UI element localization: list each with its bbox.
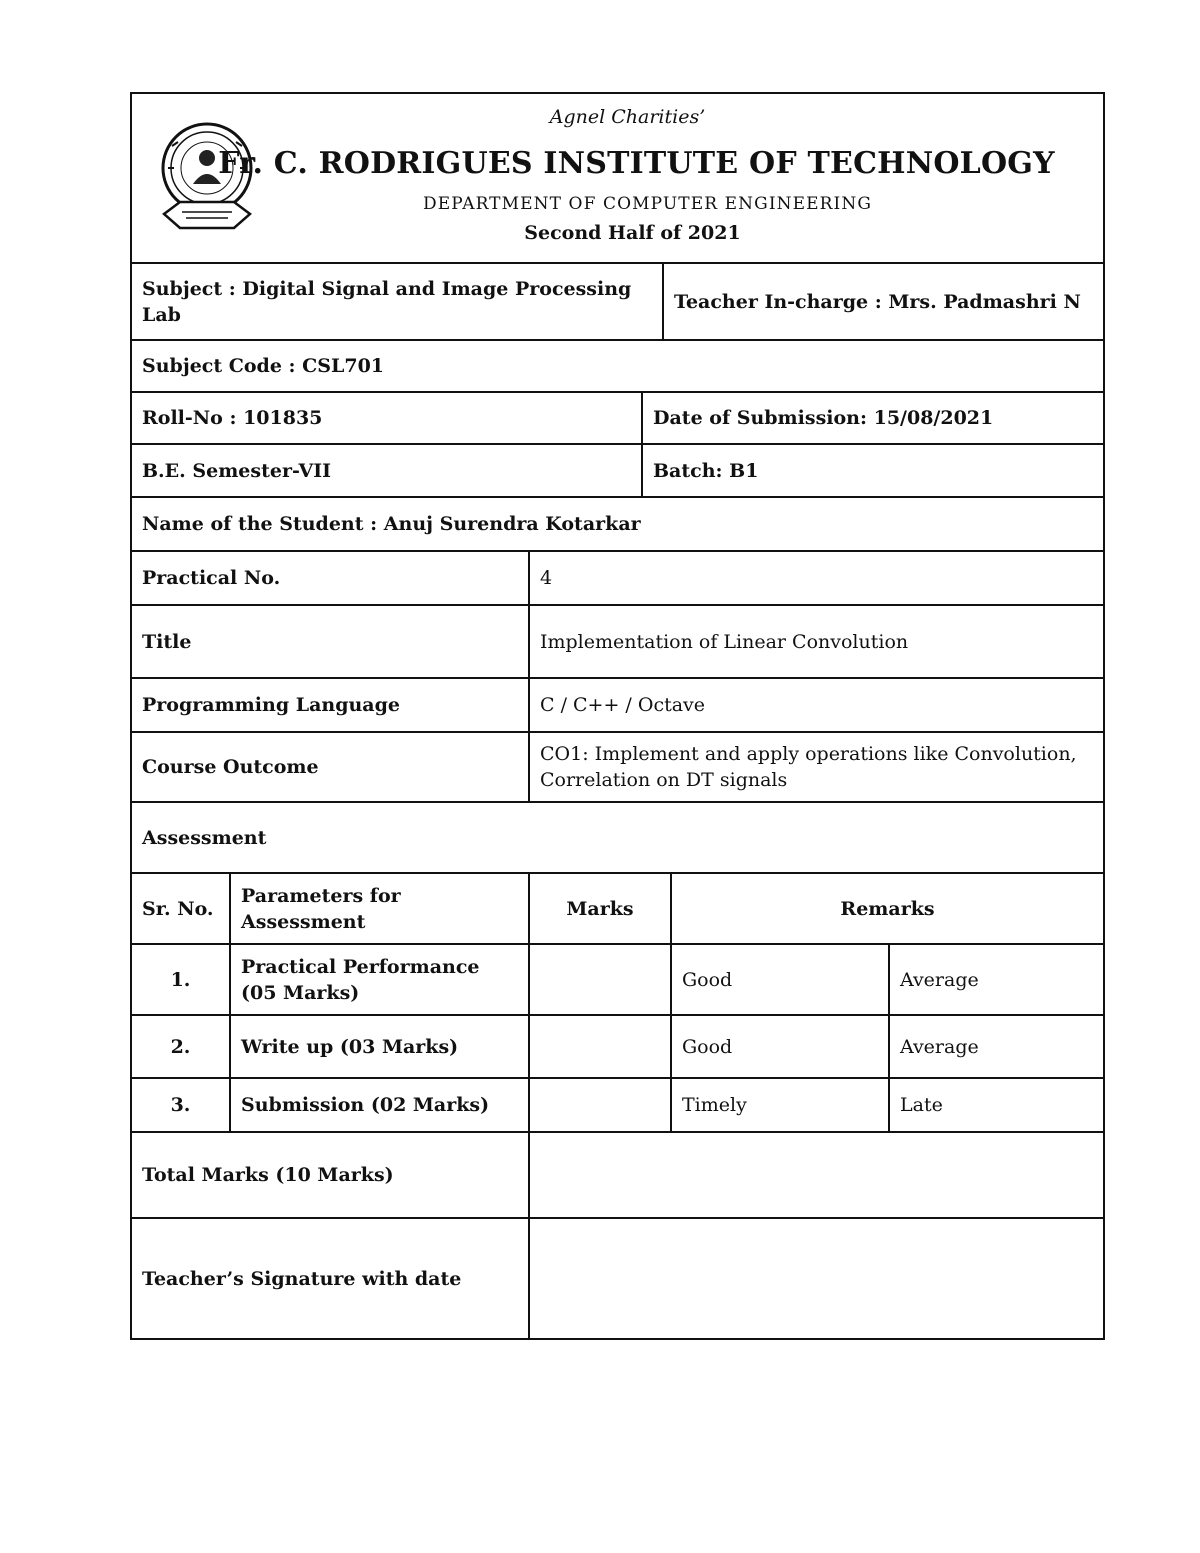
teacher-field: Teacher In-charge : Mrs. Padmashri N [674, 290, 1081, 313]
col-parameters: Parameters for Assessment [231, 874, 530, 943]
detail-value: CO1: Implement and apply operations like Convolution, Correlation on DT signals [540, 743, 1077, 791]
assessment-header-row [132, 874, 1103, 945]
parameter: Submission (02 Marks) [231, 1079, 530, 1131]
col-marks: Marks [530, 874, 672, 943]
detail-value: 4 [540, 567, 553, 589]
detail-label: Programming Language [132, 679, 530, 731]
detail-value: Implementation of Linear Convolution [540, 630, 909, 653]
detail-value: C / C++ / Octave [540, 694, 706, 716]
practical-cover-sheet [130, 92, 1105, 1340]
sr-no: 2. [132, 1016, 231, 1077]
subject-code-row [132, 341, 1103, 393]
signature-value [530, 1219, 1103, 1338]
submission-date-field: Date of Submission: 15/08/2021 [653, 407, 994, 429]
detail-row-language [132, 679, 1103, 733]
subject-code-field: Subject Code : CSL701 [142, 355, 385, 377]
student-row [132, 498, 1103, 552]
col-sr-no: Sr. No. [132, 874, 231, 943]
remark-option: Average [900, 968, 979, 991]
roll-row [132, 393, 1103, 445]
batch-field: Batch: B1 [653, 459, 759, 482]
col-remarks: Remarks [840, 897, 935, 920]
department-name: DEPARTMENT OF COMPUTER ENGINEERING [422, 194, 873, 214]
detail-row-practical [132, 552, 1103, 606]
remark-option: Late [900, 1094, 943, 1116]
detail-label: Title [132, 606, 530, 677]
subject-row [132, 264, 1103, 341]
signature-label: Teacher’s Signature with date [132, 1219, 530, 1338]
assessment-row-1 [132, 945, 1103, 1016]
institute-header [132, 94, 1103, 264]
sr-no: 1. [132, 945, 231, 1014]
cover-table [130, 92, 1105, 1340]
marks-cell [530, 945, 672, 1014]
sr-no: 3. [132, 1079, 231, 1131]
parameter: Practical Performance (05 Marks) [231, 945, 530, 1014]
assessment-heading: Assessment [142, 826, 267, 849]
detail-row-outcome [132, 733, 1103, 803]
assessment-row-2 [132, 1016, 1103, 1079]
remark-option: Good [672, 1016, 890, 1077]
academic-term: Second Half of 2021 [524, 222, 741, 244]
trust-name: Agnel Charities’ [549, 106, 706, 128]
institute-name: Fr. C. RODRIGUES INSTITUTE OF TECHNOLOGY [218, 146, 1055, 181]
remark-option: Average [900, 1035, 979, 1058]
remark-option: Timely [672, 1079, 890, 1131]
semester-row [132, 445, 1103, 498]
signature-row [132, 1219, 1103, 1340]
total-marks-row [132, 1133, 1103, 1219]
remark-option: Good [672, 945, 890, 1014]
parameter: Write up (03 Marks) [231, 1016, 530, 1077]
subject-field: Subject : Digital Signal and Image Processing Lab [132, 264, 664, 339]
detail-label: Practical No. [132, 552, 530, 604]
marks-cell [530, 1079, 672, 1131]
total-marks-value [530, 1133, 1103, 1217]
semester-field: B.E. Semester-VII [132, 445, 643, 496]
total-marks-label: Total Marks (10 Marks) [132, 1133, 530, 1217]
assessment-row-3 [132, 1079, 1103, 1133]
detail-label: Course Outcome [132, 733, 530, 801]
assessment-heading-row [132, 803, 1103, 874]
roll-no-field: Roll-No : 101835 [132, 393, 643, 443]
student-name-field: Name of the Student : Anuj Surendra Kotarkar [142, 513, 641, 535]
detail-row-title [132, 606, 1103, 679]
marks-cell [530, 1016, 672, 1077]
